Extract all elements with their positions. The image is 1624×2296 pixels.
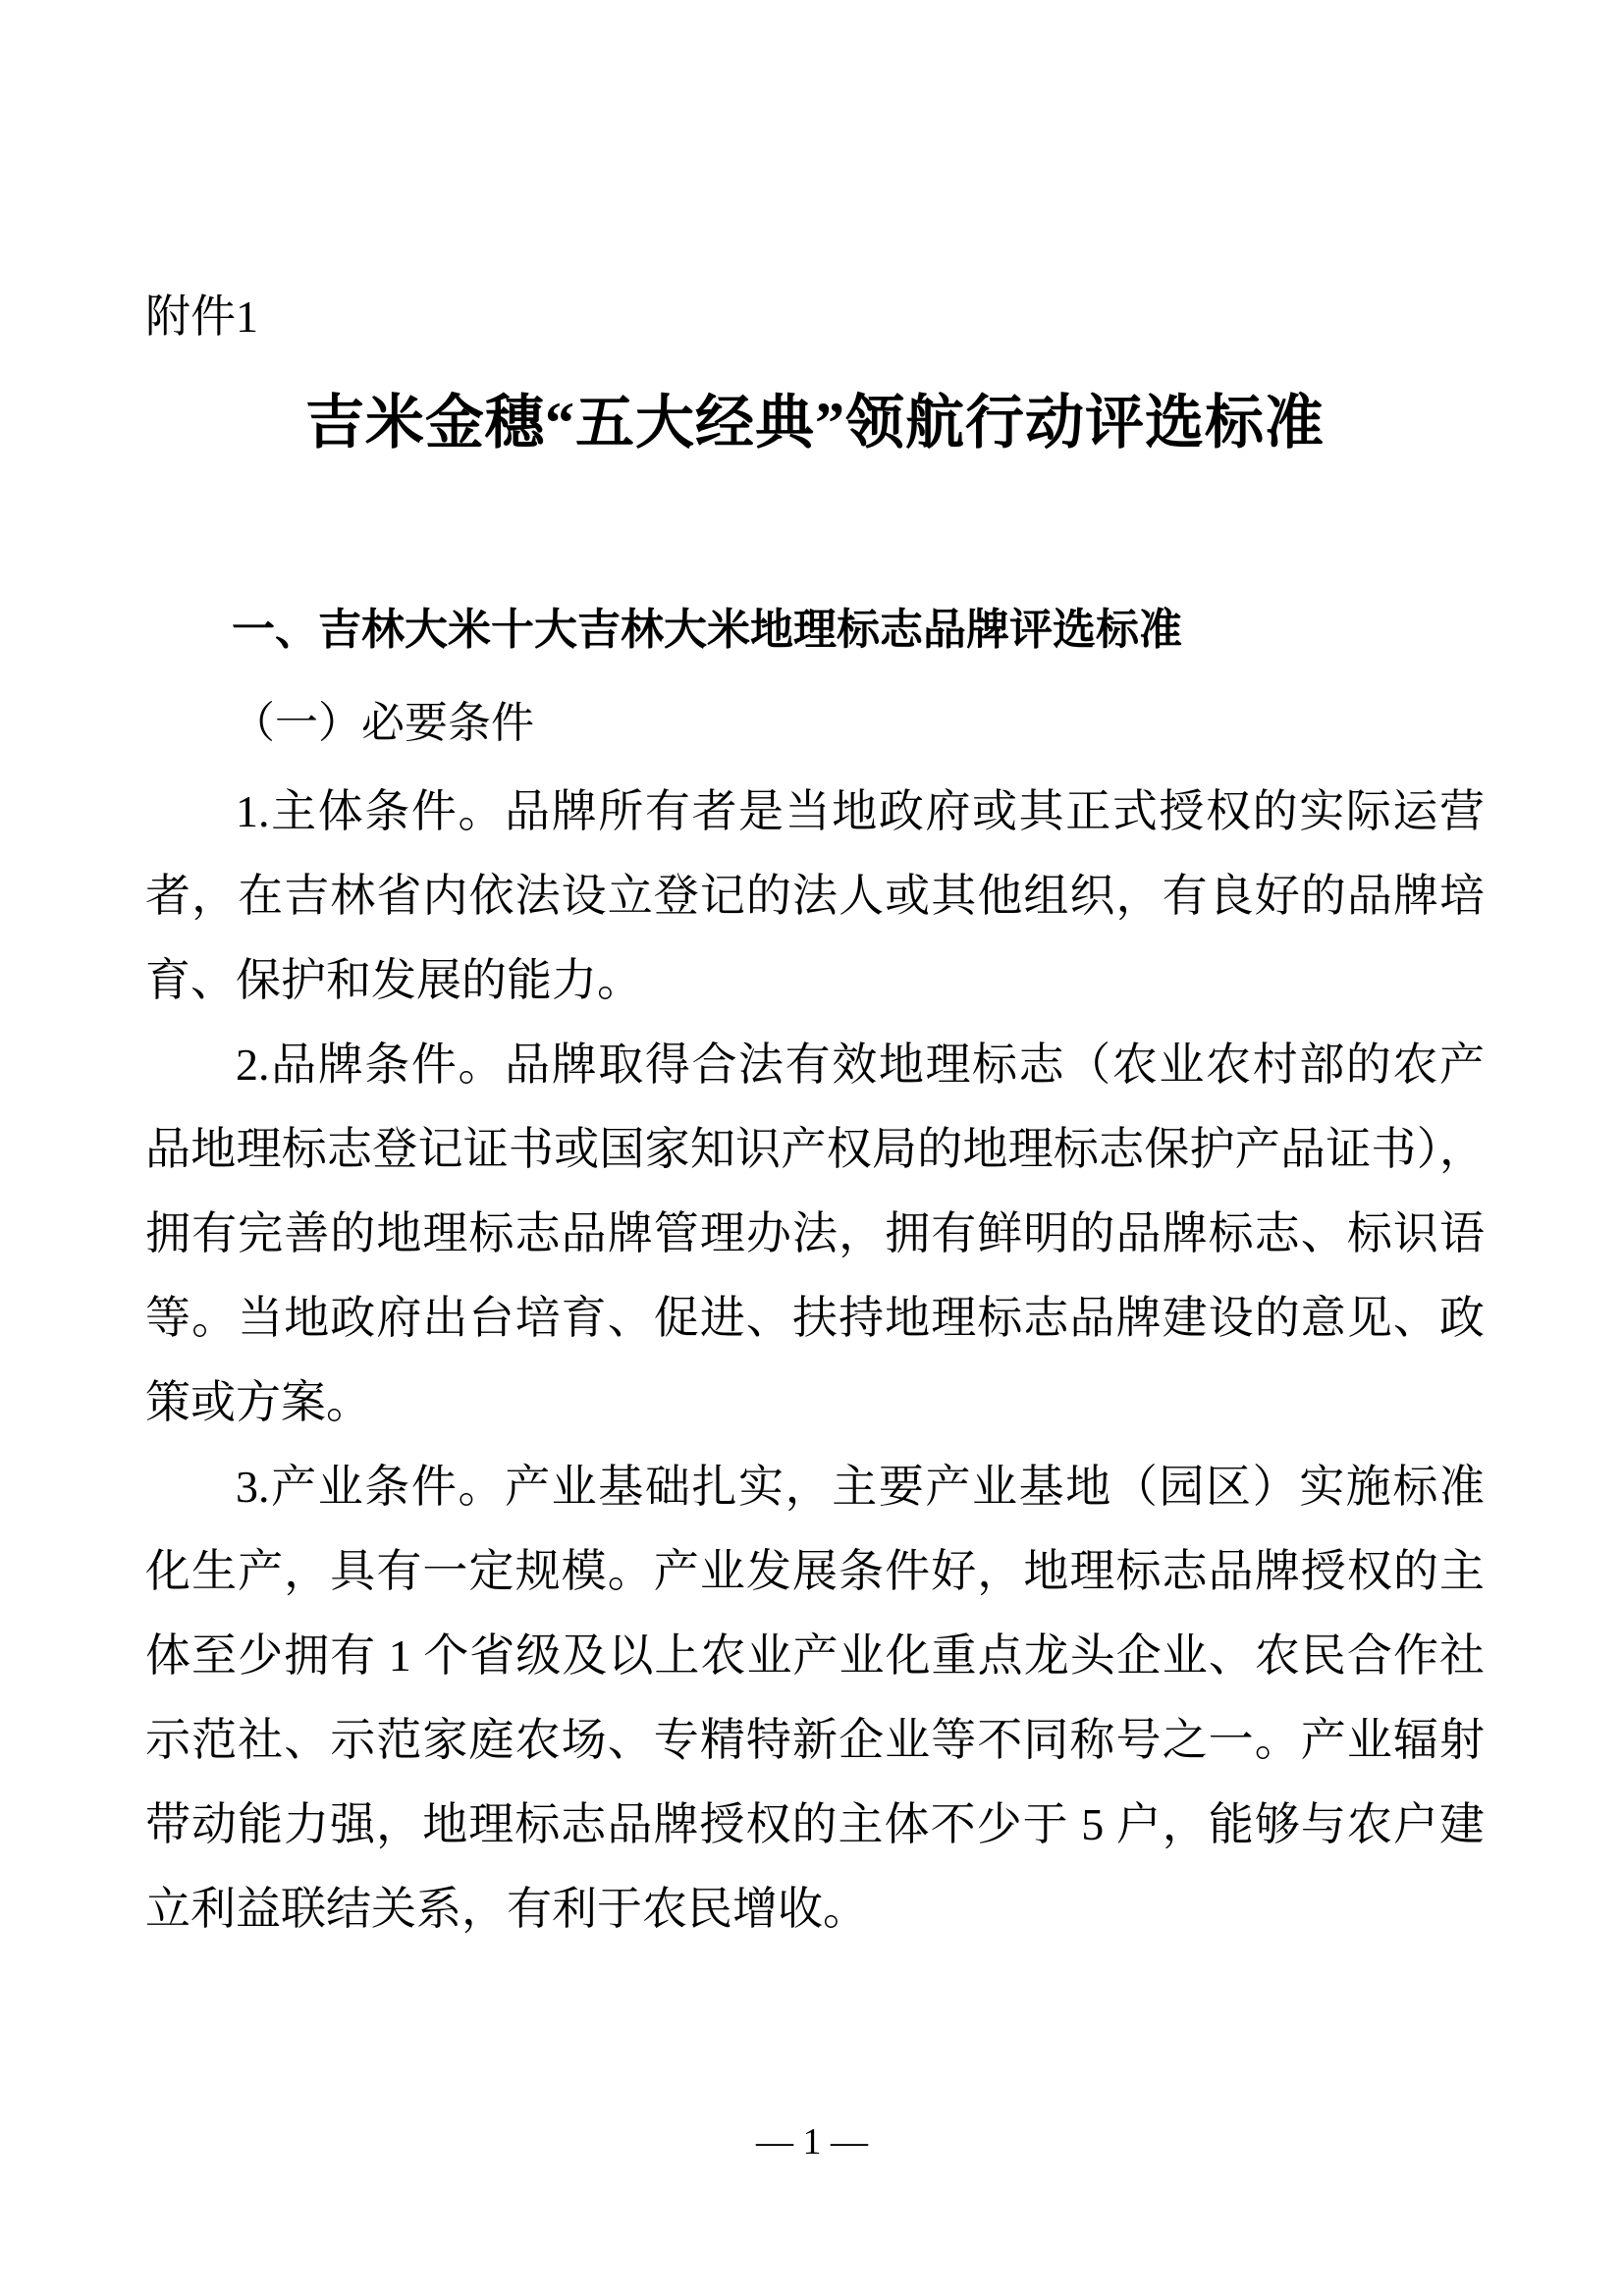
document-title: 吉米金穗“五大经典”领航行动评选标准 (305, 391, 1325, 455)
subsection-heading: （一）必要条件 (232, 699, 534, 747)
body-paragraph: 1.主体条件。品牌所有者是当地政府或其正式授权的实际运营者，在吉林省内依法设立登记的法人或其他组织，有良好的品牌培育、保护和发展的能力。 (145, 786, 1485, 1005)
body-paragraph: 3.产业条件。产业基础扎实，主要产业基地（园区）实施标准化生产，具有一定规模。产业发展条件好，地理标志品牌授权的主体至少拥有 1 个省级及以上农业产业化重点龙头企业、农民合作社示范社、示范家庭农场、专精特新企业等不同称号之一。产业辐射带动能力强，地理标志品牌授权的主体不少于 5 户，能够与农户建立利益联结关系，有利于农民增收。 (145, 1462, 1485, 1934)
page-number: — 1 — (756, 2121, 868, 2163)
document-content (145, 0, 1485, 1951)
section-heading: 一、吉林大米十大吉林大米地理标志品牌评选标准 (232, 606, 1182, 654)
body-paragraph: 2.品牌条件。品牌取得合法有效地理标志（农业农村部的农产品地理标志登记证书或国家知识产权局的地理标志保护产品证书），拥有完善的地理标志品牌管理办法，拥有鲜明的品牌标志、标识语等。当地政府出台培育、促进、扶持地理标志品牌建设的意见、政策或方案。 (145, 1040, 1485, 1427)
attachment-label: 附件1 (145, 292, 258, 342)
body-text (145, 770, 1485, 1951)
